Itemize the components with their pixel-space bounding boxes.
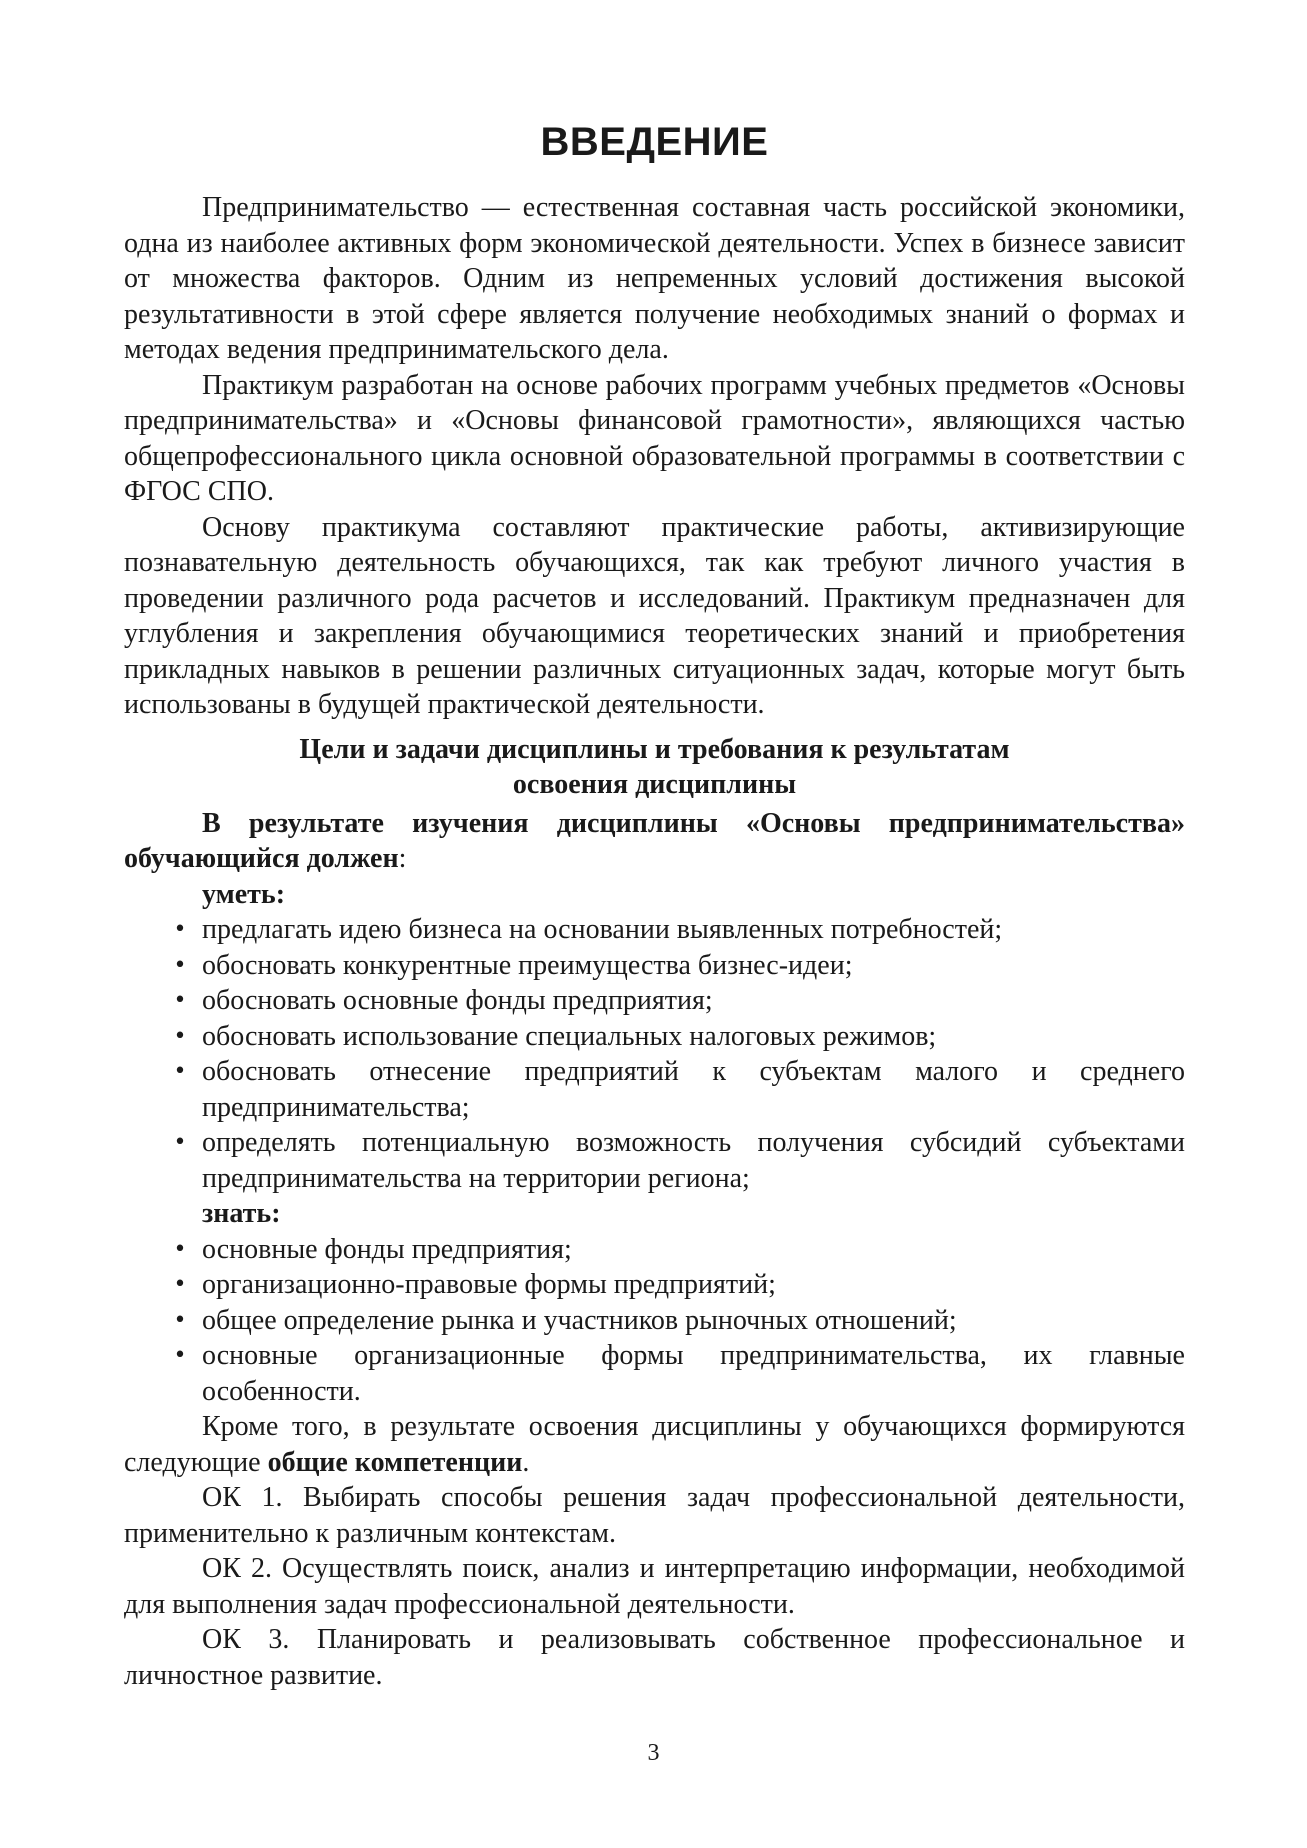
page-content — [124, 118, 1185, 1693]
bullet-icon: • — [173, 1272, 187, 1297]
list-item — [124, 1267, 1185, 1303]
competencies-intro-bold: общие компетенции — [267, 1446, 523, 1478]
bullet-icon: • — [173, 1236, 187, 1262]
list-item-text: общее определение рынка и участников рыночных отношений; — [202, 1304, 957, 1336]
list-item-text: обосновать отнесение предприятий к субъектам малого и среднего предпринимательства; — [202, 1056, 1185, 1123]
bullet-icon: • — [173, 1059, 187, 1084]
list-item-text: основные организационные формы предпринимательства, их главные особенности. — [202, 1340, 1185, 1407]
section-heading-line-2: освоения дисциплины — [512, 769, 797, 800]
page-title: ВВЕДЕНИЕ — [540, 120, 769, 164]
competencies-intro — [124, 1409, 1185, 1480]
page-number: 3 — [647, 1740, 660, 1766]
skills-label: уметь: — [202, 878, 286, 910]
knowledge-list — [124, 1232, 1185, 1410]
list-item-text: обосновать основные фонды предприятия; — [202, 985, 713, 1016]
bullet-icon: • — [173, 917, 187, 942]
bullet-icon: • — [173, 1023, 187, 1049]
competency-ok2: ОК 2. Осуществлять поиск, анализ и интерпретацию информации, необходимой для выполнения задач профессиональной деятельности. — [124, 1553, 1185, 1620]
competencies-intro-end: . — [522, 1446, 530, 1478]
section-heading — [124, 732, 1185, 803]
intro-paragraph-3: Основу практикума составляют практические работы, активизирующие познавательную деятельность обучающихся, так как требуют личного участия в проведении различного рода расчетов и исследований. Практикум предназначен для углубления и закрепления обучающимися теоретических знаний и приобретения прикладных навыков в решении различных ситуационных задач, которые могут быть использованы в будущей практической деятельности. — [124, 511, 1185, 720]
bullet-icon: • — [173, 1307, 187, 1333]
intro-paragraph-1: Предпринимательство — естественная составная часть российской экономики, одна из наиболее активных форм экономической деятельности. Успех в бизнесе зависит от множества факторов. Одним из непременных условий достижения высокой результативности в этой сфере является получение необходимых знаний о формах и методах ведения предпринимательского дела. — [124, 192, 1185, 365]
list-item-text: обосновать конкурентные преимущества бизнес-идеи; — [202, 949, 853, 981]
list-item-text: предлагать идею бизнеса на основании выявленных потребностей; — [202, 914, 1003, 945]
list-item — [124, 1232, 1185, 1268]
lead-statement-text: В результате изучения дисциплины «Основы предпринимательства» обучающийся должен — [124, 807, 1185, 874]
list-item-text: основные фонды предприятия; — [202, 1233, 572, 1265]
intro-paragraph-2: Практикум разработан на основе рабочих программ учебных предметов «Основы предпринимательства» и «Основы финансовой грамотности», являющихся частью общепрофессионального цикла основной образовательной программы в соответствии с ФГОС СПО. — [124, 369, 1185, 507]
section-heading-line-1: Цели и задачи дисциплины и требования к результатам — [299, 733, 1010, 765]
knowledge-label: знать: — [202, 1198, 281, 1229]
skills-list — [124, 912, 1185, 1196]
list-item-text: организационно-правовые формы предприятий; — [202, 1269, 776, 1300]
lead-statement-colon: : — [398, 843, 407, 874]
bullet-icon: • — [173, 988, 187, 1013]
list-item — [124, 1125, 1185, 1196]
lead-statement — [124, 806, 1185, 877]
list-item — [124, 1338, 1185, 1409]
list-item — [124, 1054, 1185, 1125]
list-item — [124, 1303, 1185, 1339]
list-item — [124, 948, 1185, 984]
bullet-icon: • — [173, 1130, 187, 1155]
competency-ok3: ОК 3. Планировать и реализовывать собственное профессиональное и личностное развитие. — [124, 1624, 1185, 1691]
list-item-text: обосновать использование специальных налоговых режимов; — [202, 1020, 937, 1052]
competency-ok1: ОК 1. Выбирать способы решения задач профессиональной деятельности, применительно к различным контекстам. — [124, 1482, 1185, 1549]
list-item — [124, 1019, 1185, 1055]
bullet-icon: • — [173, 1343, 187, 1368]
list-item — [124, 983, 1185, 1019]
list-item-text: определять потенциальную возможность получения субсидий субъектами предпринимательства на территории региона; — [202, 1127, 1185, 1194]
list-item — [124, 912, 1185, 948]
bullet-icon: • — [173, 952, 187, 978]
competencies-intro-text: Кроме того, в результате освоения дисциплины у обучающихся формируются следующие — [124, 1411, 1185, 1478]
